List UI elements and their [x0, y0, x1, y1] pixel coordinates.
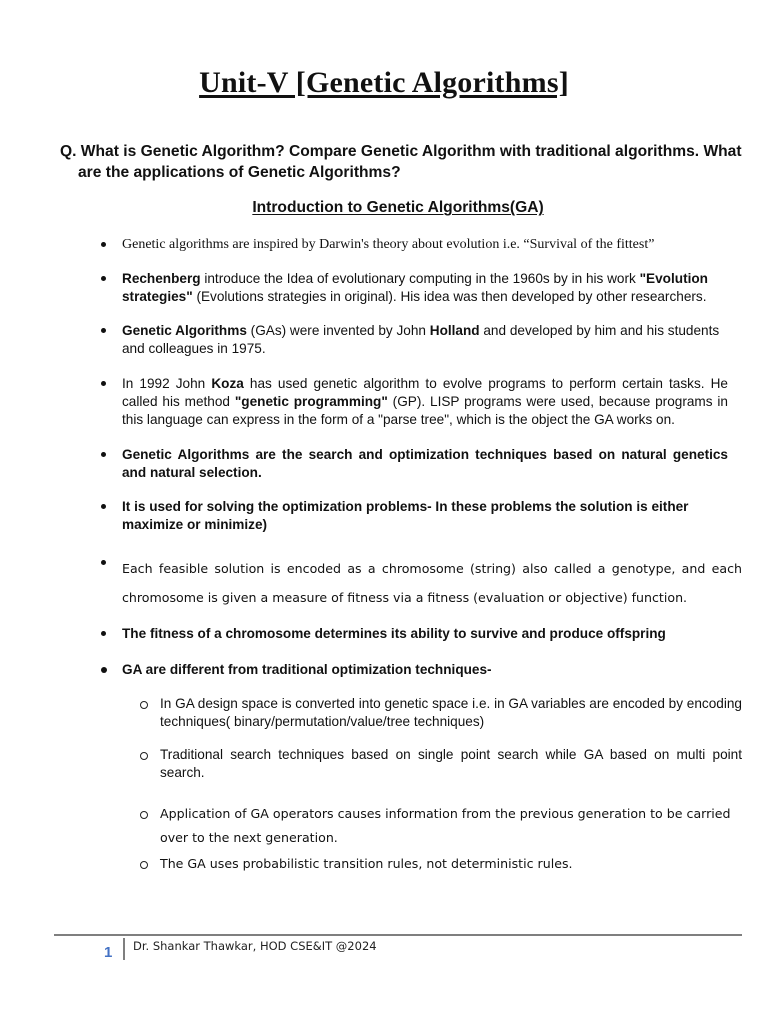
bullet-rechenberg — [122, 270, 728, 306]
bullet-koza — [122, 375, 728, 429]
bullet-fitness — [122, 625, 728, 643]
bullet-chromosome-text: Each feasible solution is encoded as a chromosome (string) also called a genotype, and each chromosome is given a measure of fitness via a fitness (evaluation or objective) function. — [122, 561, 742, 605]
sub-item-design-space-text: In GA design space is converted into genetic space i.e. in GA variables are encoded by encoding techniques( binary/permutation/value/tree techniques) — [160, 696, 742, 729]
bullet-ga-definition — [122, 446, 728, 482]
bullet-koza-method: "genetic programming" — [234, 394, 388, 409]
bullet-chromosome — [122, 554, 742, 612]
bullet-holland — [122, 322, 728, 358]
bullet-darwin-text: Genetic algorithms are inspired by Darwin's theory about evolution i.e. “Survival of the fittest” — [122, 237, 655, 252]
bullet-koza-text-2: has used genetic algorithm to evolve programs to perform certain tasks. He called his method — [122, 376, 728, 409]
bullet-ga-definition-text: Genetic Algorithms are the search and optimization techniques based on natural genetics and natural selection. — [122, 447, 728, 480]
bullet-rechenberg-name: Rechenberg — [122, 271, 201, 286]
bullet-rechenberg-work: "Evolution strategies" — [122, 271, 708, 304]
footer-separator — [123, 938, 125, 960]
footer-author: Dr. Shankar Thawkar, HOD CSE&IT @2024 — [133, 939, 377, 953]
bullet-fitness-text: The fitness of a chromosome determines its ability to survive and produce offspring — [122, 626, 666, 641]
sub-item-probabilistic — [160, 852, 742, 876]
sub-item-probabilistic-text: The GA uses probabilistic transition rules, not deterministic rules. — [160, 856, 573, 871]
bullet-ga-different — [122, 661, 728, 679]
section-heading: Introduction to Genetic Algorithms(GA) — [252, 199, 544, 216]
bullet-koza-text-3: (GP). LISP programs were used, because programs in this language can express in the form of a "parse tree", which is the object the GA works on. — [122, 394, 728, 427]
sub-item-operators-text: Application of GA operators causes information from the previous generation to be carried over to the next generation. — [160, 806, 731, 845]
bullet-holland-text-1: (GAs) were invented by John — [246, 323, 430, 338]
question-text: Q. What is Genetic Algorithm? Compare Genetic Algorithm with traditional algorithms. What are the applications of Genetic Algorithms? — [60, 143, 742, 181]
sub-item-design-space — [160, 695, 742, 731]
footer-page-number: 1 — [104, 944, 113, 961]
sub-item-operators — [160, 802, 742, 850]
bullet-holland-term: Genetic Algorithms — [122, 323, 247, 338]
sub-item-single-point-text: Traditional search techniques based on single point search while GA based on multi point search. — [160, 747, 742, 780]
bullet-ga-different-text: GA are different from traditional optimization techniques- — [122, 662, 492, 677]
bullet-rechenberg-text-1: introduce the Idea of evolutionary computing in the 1960s by in his work — [200, 271, 640, 286]
footer-rule — [54, 934, 742, 936]
bullet-darwin — [122, 236, 728, 254]
page-title: Unit-V [Genetic Algorithms] — [199, 66, 569, 99]
bullet-koza-name: Koza — [211, 376, 244, 391]
bullet-rechenberg-text-2: (Evolutions strategies in original). His idea was then developed by other researchers. — [192, 289, 707, 304]
bullet-optimization-text: It is used for solving the optimization problems- In these problems the solution is either maximize or minimize) — [122, 499, 689, 532]
bullet-koza-text-1: In 1992 John — [122, 376, 212, 391]
bullet-holland-text-2: and developed by him and his students and colleagues in 1975. — [122, 323, 720, 356]
bullet-optimization — [122, 498, 728, 534]
bullet-holland-name: Holland — [429, 323, 480, 338]
sub-item-single-point — [160, 746, 742, 782]
